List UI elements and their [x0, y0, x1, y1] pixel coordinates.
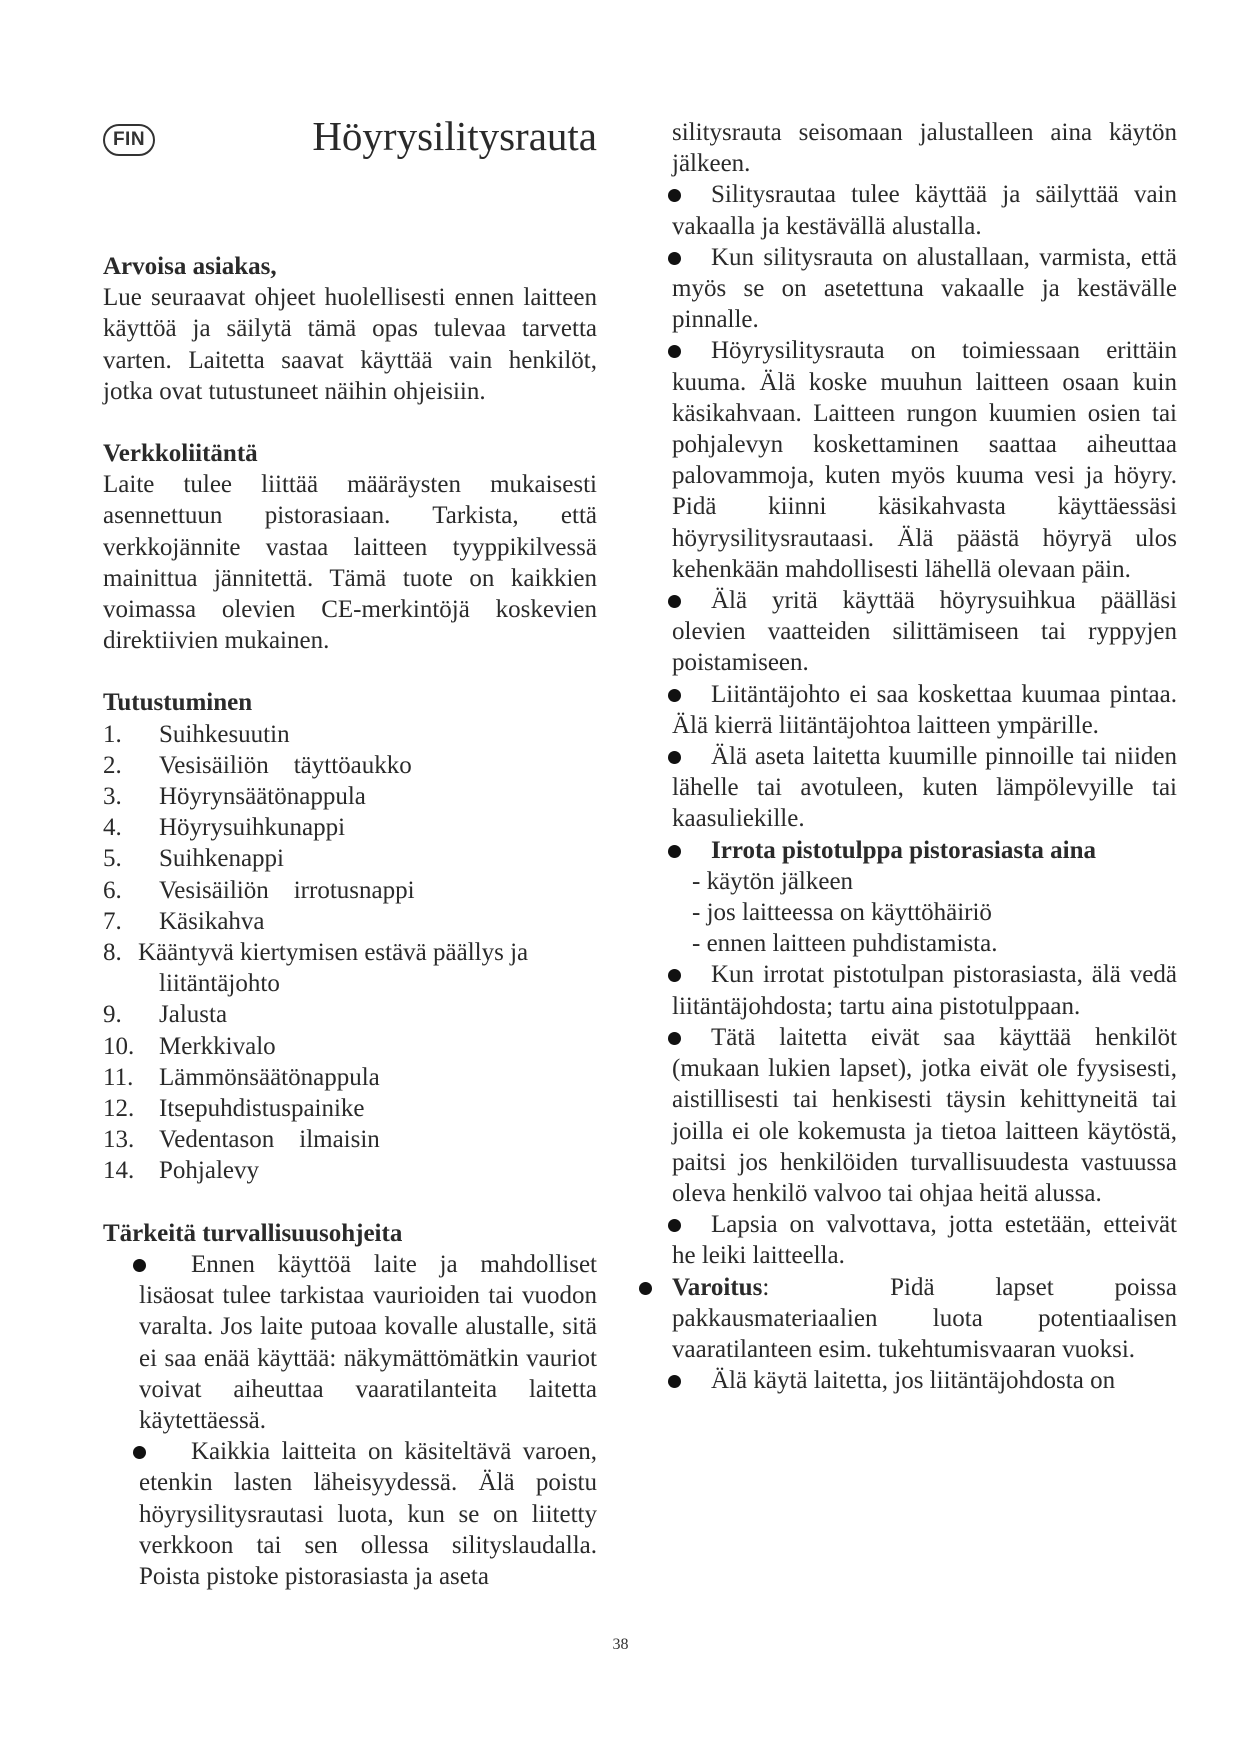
bullet-icon [668, 189, 681, 202]
part-label: Merkkivalo [159, 1032, 276, 1060]
parts-item [103, 1124, 597, 1155]
part-label: Suihkesuutin [159, 720, 290, 748]
bullet-icon [668, 751, 681, 764]
bullet-icon [668, 689, 681, 702]
safety-item-warning [672, 1272, 1177, 1366]
warning-label: Varoitus [672, 1273, 763, 1301]
part-number: 2. [103, 751, 122, 779]
safety-item-text: Liitäntäjohto ei saa koskettaa kuumaa pintaa. Älä kierrä liitäntäjohtoa laitteen ympärille. [672, 680, 1177, 739]
part-label: Jalusta [159, 1001, 228, 1029]
safety-item [672, 335, 1177, 585]
part-label: Pohjalevy [159, 1157, 259, 1185]
parts-item [103, 719, 597, 750]
part-number: 1. [103, 720, 122, 748]
bullet-icon [668, 252, 681, 265]
bullet-icon [133, 1259, 146, 1272]
part-number: 8. [103, 939, 122, 967]
parts-item [103, 781, 597, 812]
parts-item [103, 1031, 597, 1062]
page-title: Höyrysilitysrauta [312, 113, 597, 159]
safety-item [103, 1436, 597, 1592]
unplug-subitem: - ennen laitteen puhdistamista. [692, 930, 998, 958]
safety-item-text: Kun silitysrauta on alustallaan, varmista, että myös se on asetettuna vakaalle ja kestävälle pinnalle. [672, 243, 1177, 334]
safety-item-text: Älä aseta laitetta kuumille pinnoille tai niiden lähelle tai avotuleen, kuten lämpölevyille tai kaasuliekille. [672, 743, 1177, 833]
parts-item [103, 999, 597, 1030]
safety-item [672, 242, 1177, 336]
part-label: Lämmönsäätönappula [159, 1063, 380, 1091]
safety-item [672, 679, 1177, 741]
part-number: 5. [103, 845, 122, 873]
safety-item-text: Älä käytä laitetta, jos liitäntäjohdosta on [711, 1367, 1116, 1395]
safety-item-text: Silitysrautaa tulee käyttää ja säilyttää vain vakaalla ja kestävällä alustalla. [672, 181, 1177, 240]
safety-item-text: Lapsia on valvottava, jotta estetään, etteivät he leiki laitteella. [672, 1211, 1177, 1270]
unplug-subitems [672, 866, 1177, 960]
safety-item [672, 1209, 1177, 1271]
safety-item [103, 1249, 597, 1436]
parts-item [103, 750, 597, 781]
part-number: 6. [103, 876, 122, 904]
part-number: 11. [103, 1063, 134, 1091]
safety-item [672, 1022, 1177, 1209]
part-number: 10. [103, 1032, 135, 1060]
parts-item [103, 937, 597, 999]
intro-body: Lue seuraavat ohjeet huolellisesti ennen laitteen käyttöä ja säilytä tämä opas tulevaa tarvetta varten. Laitetta saavat käyttää vain henkilöt, jotka ovat tutustuneet näihin ohjeisiin. [103, 284, 597, 405]
bullet-icon [668, 595, 681, 608]
parts-heading: Tutustuminen [103, 689, 253, 717]
part-label: Vesisäiliön täyttöaukko [159, 751, 412, 779]
safety-item-text: Höyrysilitysrauta on toimiessaan erittäin kuuma. Älä koske muuhun laitteen osaan kuin käsikahvaan. Laitteen rungon kuumien osien tai pohjalevyn koskettaminen saattaa aiheuttaa palovammoja, kuten myös kuuma vesi ja höyry. Pidä kiinni käsikahvasta käyttäessäsi höyrysilitysrautaasi. Älä päästä höyryä ulos kehenkään mahdollisesti lähellä olevaan päin. [672, 337, 1177, 583]
part-label: Itsepuhdistuspainike [159, 1095, 365, 1123]
bullet-icon [668, 845, 681, 858]
safety-item [672, 1365, 1177, 1396]
part-label [138, 937, 597, 999]
bullet-icon [668, 1032, 681, 1045]
part-label: Vedentason ilmaisin [159, 1126, 380, 1154]
safety-item-text: Kun irrotat pistotulpan pistorasiasta, älä vedä liitäntäjohdosta; tartu aina pistotulppaan. [672, 961, 1177, 1020]
bullet-icon [668, 969, 681, 982]
part-number: 7. [103, 907, 122, 935]
part-label: Suihkenappi [159, 845, 284, 873]
warning-text: Pidä lapset poissa pakkausmateriaalien luota potentiaalisen vaaratilanteen esim. tukehtumisvaaran vuoksi. [672, 1273, 1177, 1363]
parts-list [103, 719, 597, 1187]
part-number: 12. [103, 1095, 135, 1123]
parts-item [103, 1093, 597, 1124]
safety-item [672, 179, 1177, 241]
language-badge: FIN [103, 124, 155, 156]
safety-item-text: Älä yritä käyttää höyrysuihkua päälläsi olevien vaatteiden silittämiseen tai ryppyjen poistamiseen. [672, 587, 1177, 677]
safety-item [672, 959, 1177, 1021]
safety-heading: Tärkeitä turvallisuusohjeita [103, 1219, 403, 1247]
mains-body: Laite tulee liittää määräysten mukaisesti asennettuun pistorasiaan. Tarkista, että verkkojännite vastaa laitteen tyyppikilvessä mainittua jännitettä. Tämä tuote on kaikkien voimassa olevien CE-merkintöjä koskevien direktiivien mukainen. [103, 471, 597, 655]
bullet-icon [668, 1375, 681, 1388]
part-label: Höyrysuihkunappi [159, 814, 346, 842]
part-number: 4. [103, 814, 122, 842]
unplug-title: Irrota pistotulppa pistorasiasta aina [711, 836, 1097, 864]
bullet-icon [668, 1219, 681, 1232]
part-number: 14. [103, 1157, 135, 1185]
unplug-subitem: - jos laitteessa on käyttöhäiriö [692, 899, 992, 927]
parts-item [103, 843, 597, 874]
bullet-icon [668, 345, 681, 358]
unplug-subitem: - käytön jälkeen [692, 867, 854, 895]
parts-item [103, 812, 597, 843]
safety-list-right [672, 179, 1177, 1396]
part-number: 9. [103, 1001, 122, 1029]
safety-continuation: silitysrauta seisomaan jalustalleen aina käytön jälkeen. [672, 119, 1177, 178]
part-label: Höyrynsäätönappula [159, 783, 366, 811]
safety-item-unplug [672, 835, 1177, 960]
parts-item [103, 906, 597, 937]
parts-item [103, 1155, 597, 1186]
part-number: 13. [103, 1126, 135, 1154]
bullet-icon [639, 1282, 652, 1295]
part-label: Käsikahva [159, 907, 265, 935]
part-number: 3. [103, 783, 122, 811]
safety-item [672, 741, 1177, 835]
safety-item-text: Ennen käyttöä laite ja mahdolliset lisäosat tulee tarkistaa vaurioiden tai vuodon varalta. Jos laite putoaa kovalle alustalle, sitä ei saa enää käyttää: näkymättömätkin vauriot voivat aiheuttaa vaaratilanteita laitetta käytettäessä. [139, 1250, 597, 1434]
part-label: Vesisäiliön irrotusnappi [159, 876, 415, 904]
safety-list-left [103, 1249, 597, 1592]
intro-heading: Arvoisa asiakas, [103, 253, 277, 280]
safety-item [672, 585, 1177, 679]
left-column [103, 251, 597, 1592]
part-label-text: Kääntyvä kiertymisen estävä päällys ja liitäntäjohto [138, 939, 529, 998]
parts-item [103, 875, 597, 906]
safety-item-text: Kaikkia laitteita on käsiteltävä varoen, etenkin lasten läheisyydessä. Älä poistu höyrysilitysrautasi luota, kun se on liitetty verkkoon tai sen ollessa silityslaudalla. Poista pistoke pistorasiasta ja aseta [139, 1438, 597, 1590]
safety-item-text: Tätä laitetta eivät saa käyttää henkilöt (mukaan lukien lapset), jotka eivät ole fyysisesti, aistillisesti tai henkisesti täysin kehittyneitä tai joilla ei ole kokemusta ja tietoa laitteen käytöstä, paitsi jos henkilöiden turvallisuudesta vastuussa oleva henkilö valvoo tai ohjaa heitä alussa. [672, 1023, 1177, 1207]
right-column [672, 117, 1177, 1396]
page-number: 38 [612, 1636, 629, 1653]
bullet-icon [133, 1446, 146, 1459]
mains-heading: Verkkoliitäntä [103, 440, 258, 468]
warning-colon: : [762, 1273, 770, 1301]
parts-item [103, 1062, 597, 1093]
